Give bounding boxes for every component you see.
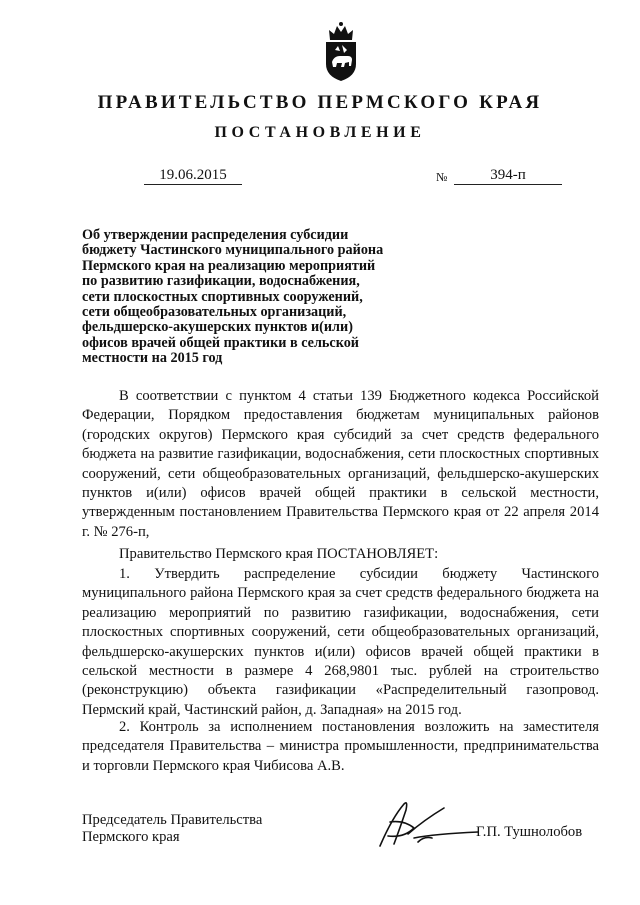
body-paragraph: 2. Контроль за исполнением постановления возложить на заместителя председателя Правительства – министра промышленности, предпринимательства и торговли Пермского края Чибисова А.В. [82,719,599,774]
document-date: 19.06.2015 [144,166,242,185]
document-subject: Об утверждении распределения субсидии бюджету Частинского муниципального района Пермского края на реализацию мероприятий по развитию газификации, водоснабжения, сети плоскостных спортивных сооружений, сети общеобразовательных организаций, фельдшерско-акушерских пунктов и(или) офисов врачей общей практики в сельской местности на 2015 год [82,227,384,367]
signatory-name: Г.П. Тушнолобов [476,824,583,840]
number-sign: № [436,170,448,184]
body-paragraph: В соответствии с пунктом 4 статьи 139 Бюджетного кодекса Российской Федерации, Порядком предоставления бюджетам муниципальных районов (городских округов) Пермского края субсидий за счет средств федерального бюджета на развитие газификации, водоснабжения, сети плоскостных спортивных сооружений, сети общеобразовательных организаций, фельдшерско-акушерских пунктов и(или) офисов врачей общей практики в сельской местности, утвержденным постановлением Правительства Пермского края от 22 апреля 2014 г. № 276-п, [82,388,599,540]
signatory-position: Председатель Правительства Пермского края [82,812,263,845]
document-number: 394-п [454,166,562,185]
body-paragraph: 1. Утвердить распределение субсидии бюджету Частинского муниципального района Пермского края за счет средств федерального бюджета на реализацию мероприятий по развитию газификации, водоснабжения, сети плоскостных спортивных сооружений, сети общеобразовательных организаций, фельдшерско-акушерских пунктов и(или) офисов врачей общей практики в сельской местности в размере 4 268,9801 тыс. рублей на строительство (реконструкцию) объекта газификации «Распределительный газопровод. Пермский край, Частинский район, д. Западная» на 2015 год. [82,566,599,718]
body-paragraph: Правительство Пермского края ПОСТАНОВЛЯЕТ: [119,546,439,562]
document-type: ПОСТАНОВЛЕНИЕ [214,124,426,141]
coat-of-arms-icon [322,20,360,82]
government-title: ПРАВИТЕЛЬСТВО ПЕРМСКОГО КРАЯ [97,92,543,113]
handwritten-signature-icon [374,798,486,852]
